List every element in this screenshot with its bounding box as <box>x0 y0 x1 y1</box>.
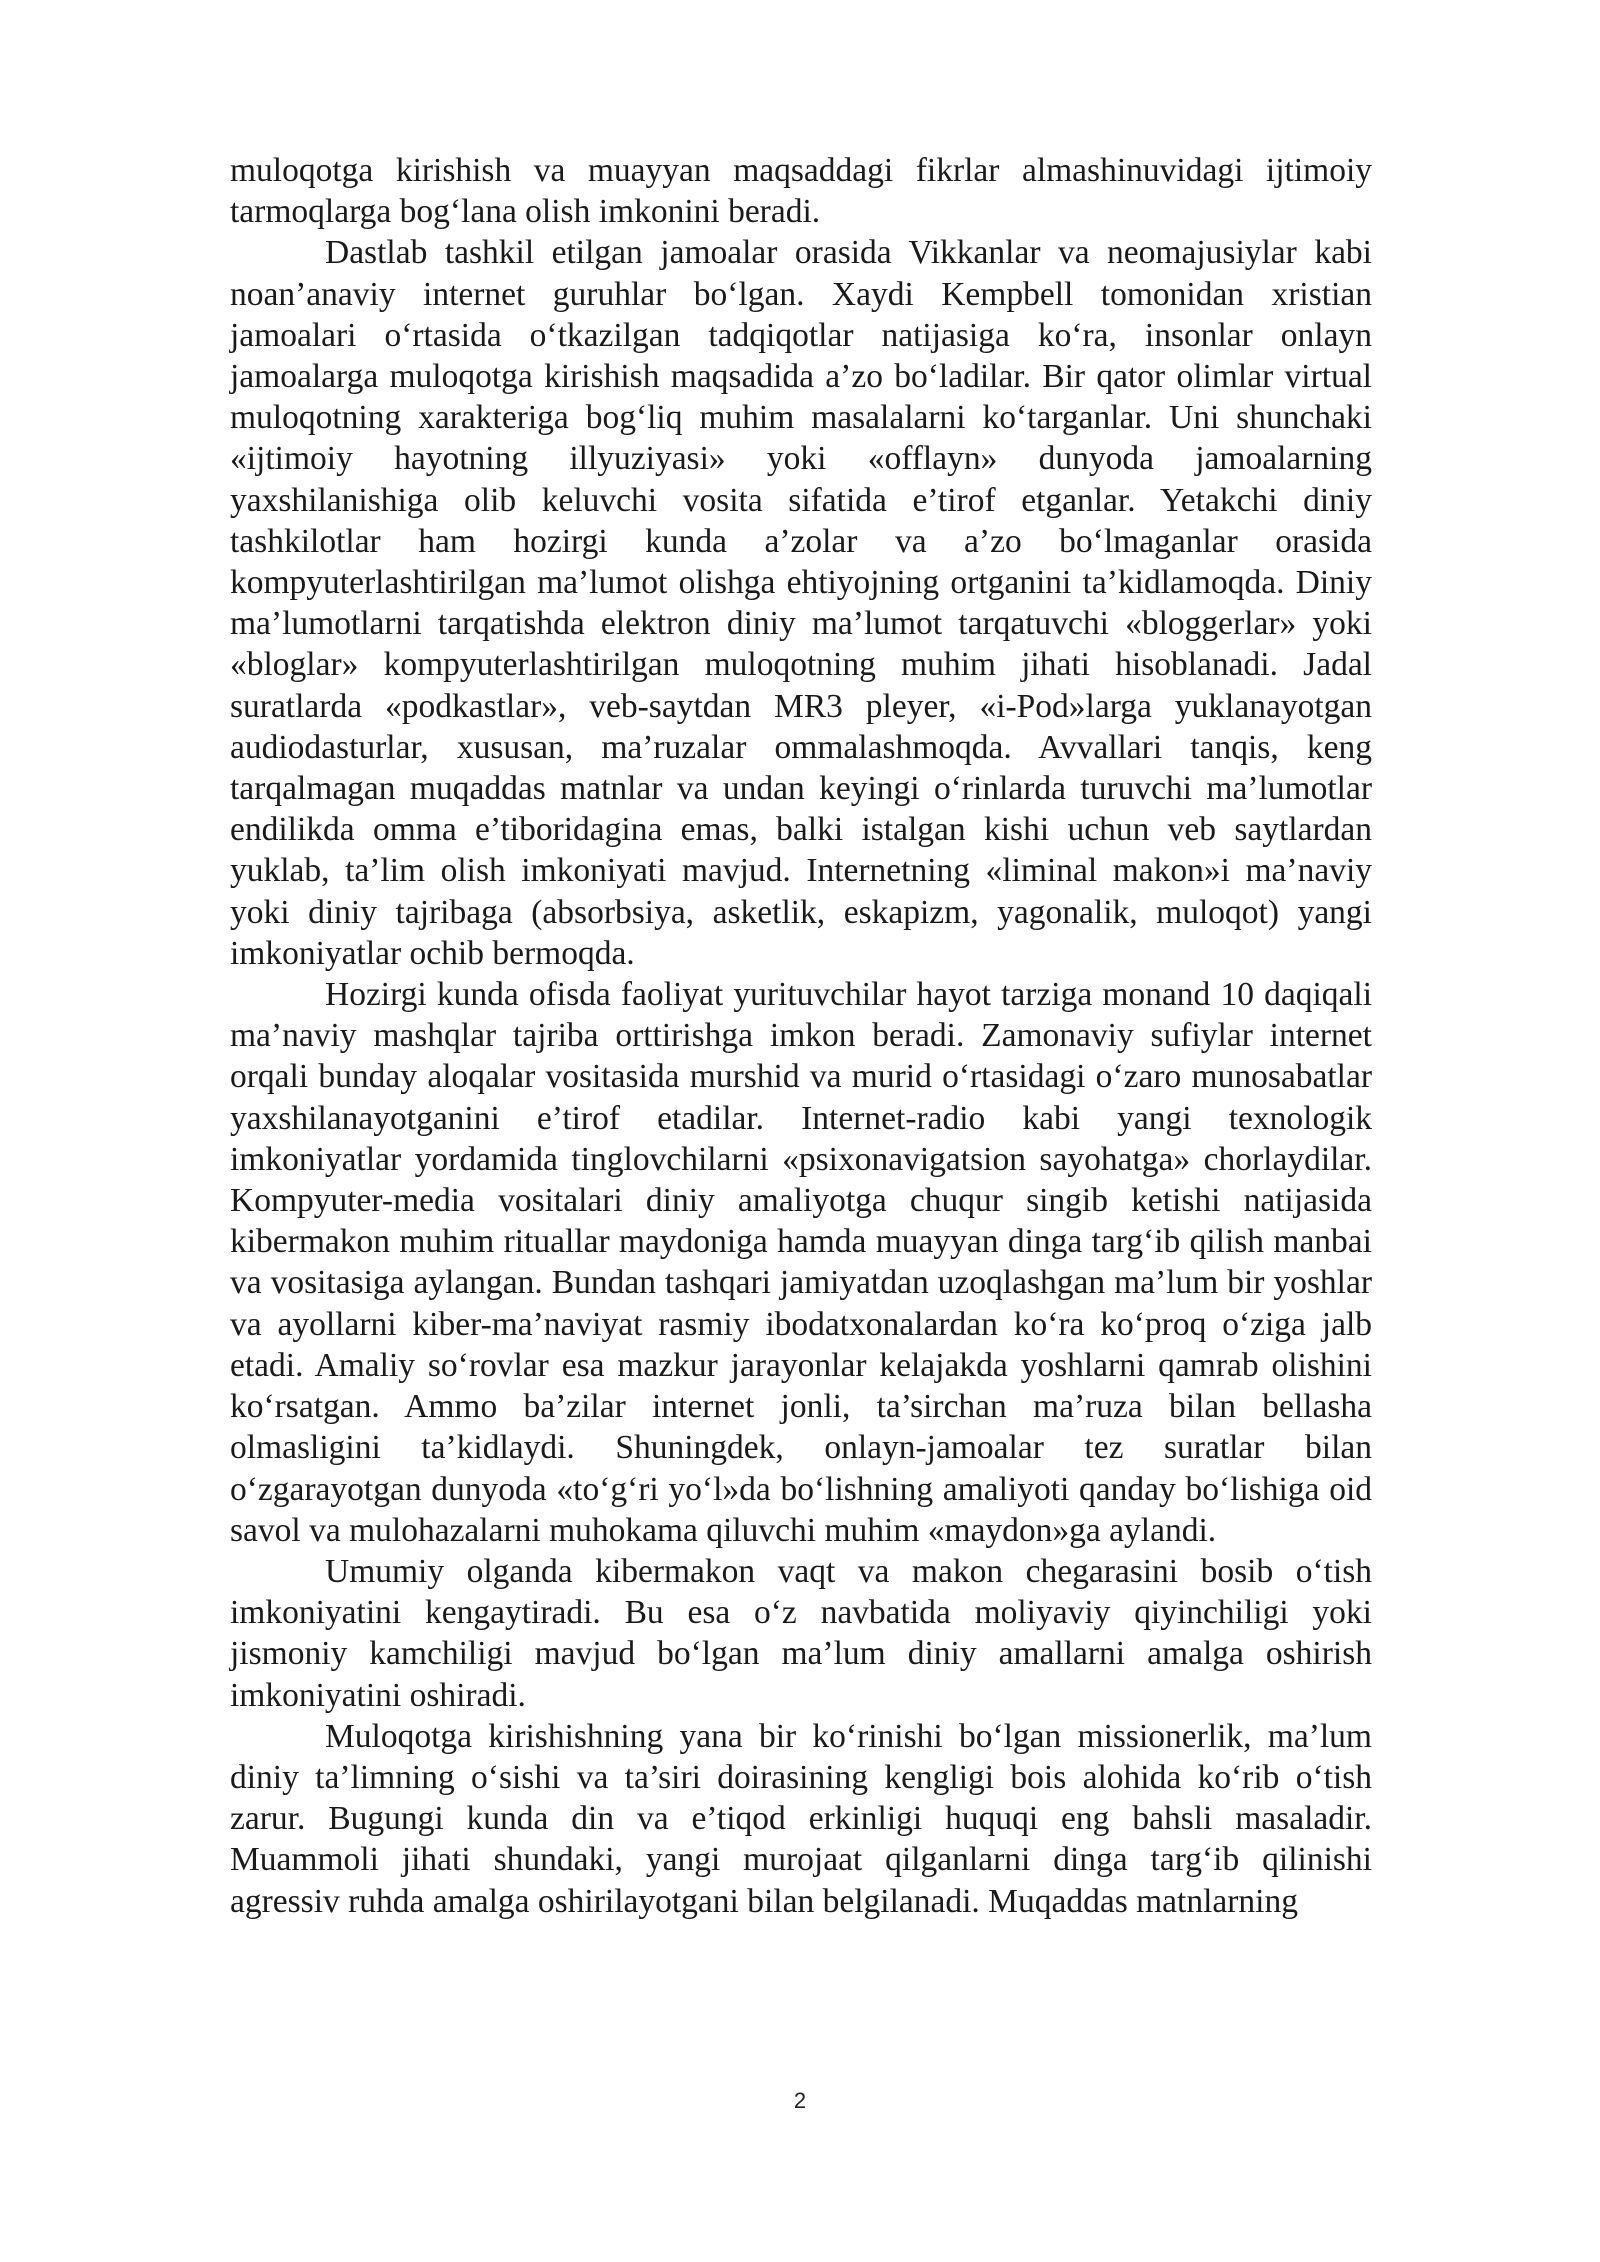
paragraph-missionary: Muloqotga kirishishning yana bir ko‘rinishi bo‘lgan missionerlik, ma’lum diniy ta’limning o‘sishi va ta’siri doirasining kengligi bois alohida ko‘rib o‘tish zarur. Bugungi kunda din va e’tiqod erkinligi huquqi eng bahsli masaladir. Muammoli jihati shundaki, yangi murojaat qilganlarni dinga targ‘ib qilinishi agressiv ruhda amalga oshirilayotgani bilan belgilanadi. Muqaddas matnlarning <box>230 1717 1372 1920</box>
paragraph-continuation: muloqotga kirishish va muayyan maqsaddagi fikrlar almashinuvidagi ijtimoiy tarmoqlarga bog‘lana olish imkonini beradi. <box>230 152 1372 231</box>
paragraph-online-communities: Dastlab tashkil etilgan jamoalar orasida Vikkanlar va neomajusiylar kabi noan’anaviy internet guruhlar bo‘lgan. Xaydi Kempbell tomonidan xristian jamoalari o‘rtasida o‘tkazilgan tadqiqotlar natijasiga ko‘ra, insonlar onlayn jamoalarga muloqotga kirishish maqsadida a’zo bo‘ladilar. Bir qator olimlar virtual muloqotning xarakteriga bog‘liq muhim masalalarni ko‘targanlar. Uni shunchaki «ijtimoiy hayotning illyuziyasi» yoki «offlayn» dunyoda jamoalarning yaxshilanishiga olib keluvchi vosita sifatida e’tirof etganlar. Yetakchi diniy tashkilotlar ham hozirgi kunda a’zolar va a’zo bo‘lmaganlar orasida kompyuterlashtirilgan ma’lumot olishga ehtiyojning ortganini ta’kidlamoqda. Diniy ma’lumotlarni tarqatishda elektron diniy ma’lumot tarqatuvchi «bloggerlar» yoki «bloglar» kompyuterlashtirilgan muloqotning muhim jihati hisoblanadi. Jadal suratlarda «podkastlar», veb-saytdan MR3 pleyer, «i-Pod»larga yuklanayotgan audiodasturlar, xususan, ma’ruzalar ommalashmoqda. Avvallari tanqis, keng tarqalmagan muqaddas matnlar va undan keyingi o‘rinlarda turuvchi ma’lumotlar endilikda omma e’tiboridagina emas, balki istalgan kishi uchun veb saytlardan yuklab, ta’lim olish imkoniyati mavjud. Internetning «liminal makon»i ma’naviy yoki diniy tajribaga (absorbsiya, asketlik, eskapizm, yagonalik, muloqot) yangi imkoniyatlar ochib bermoqda. <box>230 234 1372 972</box>
paragraph-spiritual-practices: Hozirgi kunda ofisda faoliyat yurituvchilar hayot tarziga monand 10 daqiqali ma’naviy mashqlar tajriba orttirishga imkon beradi. Zamonaviy sufiylar internet orqali bunday aloqalar vositasida murshid va murid o‘rtasidagi o‘zaro munosabatlar yaxshilanayotganini e’tirof etadilar. Internet-radio kabi yangi texnologik imkoniyatlar yordamida tinglovchilarni «psixonavigatsion sayohatga» chorlaydilar. Kompyuter-media vositalari diniy amaliyotga chuqur singib ketishi natijasida kibermakon muhim rituallar maydoniga hamda muayyan dinga targ‘ib qilish manbai va vositasiga aylangan. Bundan tashqari jamiyatdan uzoqlashgan ma’lum bir yoshlar va ayollarni kiber-ma’naviyat rasmiy ibodatxonalardan ko‘ra ko‘proq o‘ziga jalb etadi. Amaliy so‘rovlar esa mazkur jarayonlar kelajakda yoshlarni qamrab olishini ko‘rsatgan. Ammo ba’zilar internet jonli, ta’sirchan ma’ruza bilan bellasha olmasligini ta’kidlaydi. Shuningdek, onlayn-jamoalar tez suratlar bilan o‘zgarayotgan dunyoda «to‘g‘ri yo‘l»da bo‘lishning amaliyoti qanday bo‘lishiga oid savol va mulohazalarni muhokama qiluvchi muhim «maydon»ga aylandi. <box>230 976 1372 1549</box>
paragraph-cyberspace: Umumiy olganda kibermakon vaqt va makon chegarasini bosib o‘tish imkoniyatini kengaytiradi. Bu esa o‘z navbatida moliyaviy qiyinchiligi yoki jismoniy kamchiligi mavjud bo‘lgan ma’lum diniy amallarni amalga oshirish imkoniyatini oshiradi. <box>230 1552 1372 1714</box>
page-number: 2 <box>793 2088 807 2113</box>
body-text <box>230 150 1372 1922</box>
